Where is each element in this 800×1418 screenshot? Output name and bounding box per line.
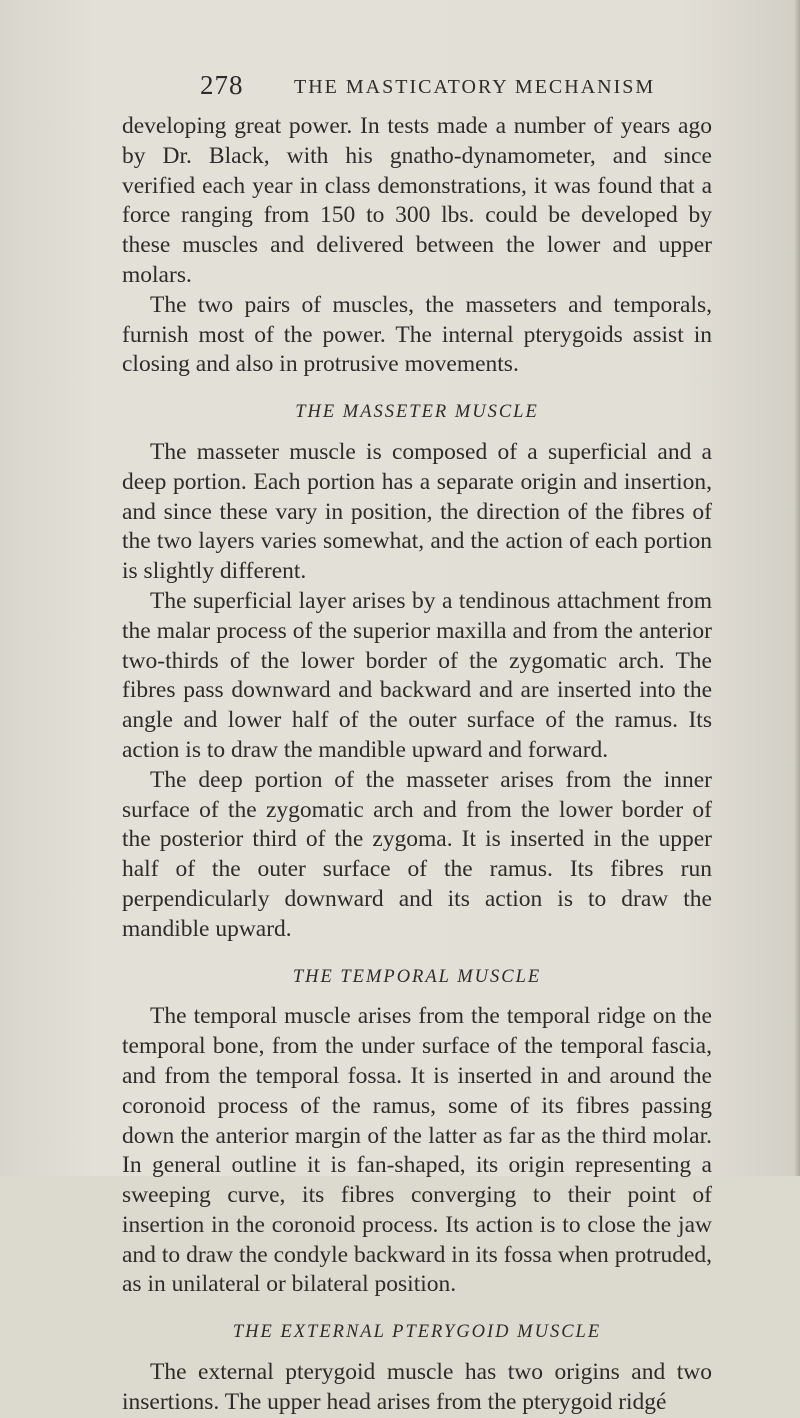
paragraph-7: The external pterygoid muscle has two origins and two insertions. The upper head arises from the pterygoid ridgé (122, 1359, 712, 1415)
paragraph-5: The deep portion of the masseter arises from the inner surface of the zygomatic arch and from the lower border of the posterior third of the zygoma. It is inserted in the upper half of the outer surface of the ramus. Its fibres run perpendicularly downward and its action is to draw the mandible upward. (122, 766, 712, 942)
paragraph-1: developing great power. In tests made a number of years ago by Dr. Black, with his gnatho-dynamometer, and since verified each year in class demonstrations, it was found that a force ranging from 150 to 300 lbs. could be developed by these muscles and delivered between the lower and upper molars. (122, 113, 712, 288)
paragraph-4: The superficial layer arises by a tendinous attachment from the malar process of the superior maxilla and from the anterior two-thirds of the lower border of the zygomatic arch. The fibres pass downward and backward and are inserted into the angle and lower half of the outer surface of the ramus. Its action is to draw the mandible upward and forward. (122, 587, 712, 763)
paragraph-6: The temporal muscle arises from the temporal ridge on the temporal bone, from the under surface of the temporal fascia, and from the temporal fossa. It is inserted in and around the coronoid process of the ramus, some of its fibres passing down the anterior margin of the latter as far as the third molar. In general outline it is fan-shaped, its origin representing a sweeping curve, its fibres converging to their point of insertion in the coronoid process. Its action is to close the jaw and to draw the condyle backward in its fossa when protruded, as in unilateral or bilateral position. (122, 1003, 712, 1298)
heading-masseter-muscle: THE MASSETER MUSCLE (295, 402, 539, 423)
heading-external-pterygoid-muscle: THE EXTERNAL PTERYGOID MUSCLE (232, 1322, 602, 1343)
running-head (200, 70, 730, 110)
page-number: 278 (200, 70, 244, 100)
paragraph-2: The two pairs of muscles, the masseters and temporals, furnish most of the power. The internal pterygoids assist in closing and also in protrusive movements. (122, 291, 712, 378)
page-edge-shadow (794, 0, 800, 1176)
heading-temporal-muscle: THE TEMPORAL MUSCLE (292, 966, 542, 987)
body-text (122, 112, 712, 1418)
paragraph-3: The masseter muscle is composed of a superficial and a deep portion. Each portion has a separate origin and insertion, and since these vary in position, the direction of the fibres of the two layers varies somewhat, and the action of each portion is slightly different. (122, 438, 712, 585)
running-head-title: THE MASTICATORY MECHANISM (294, 76, 656, 98)
